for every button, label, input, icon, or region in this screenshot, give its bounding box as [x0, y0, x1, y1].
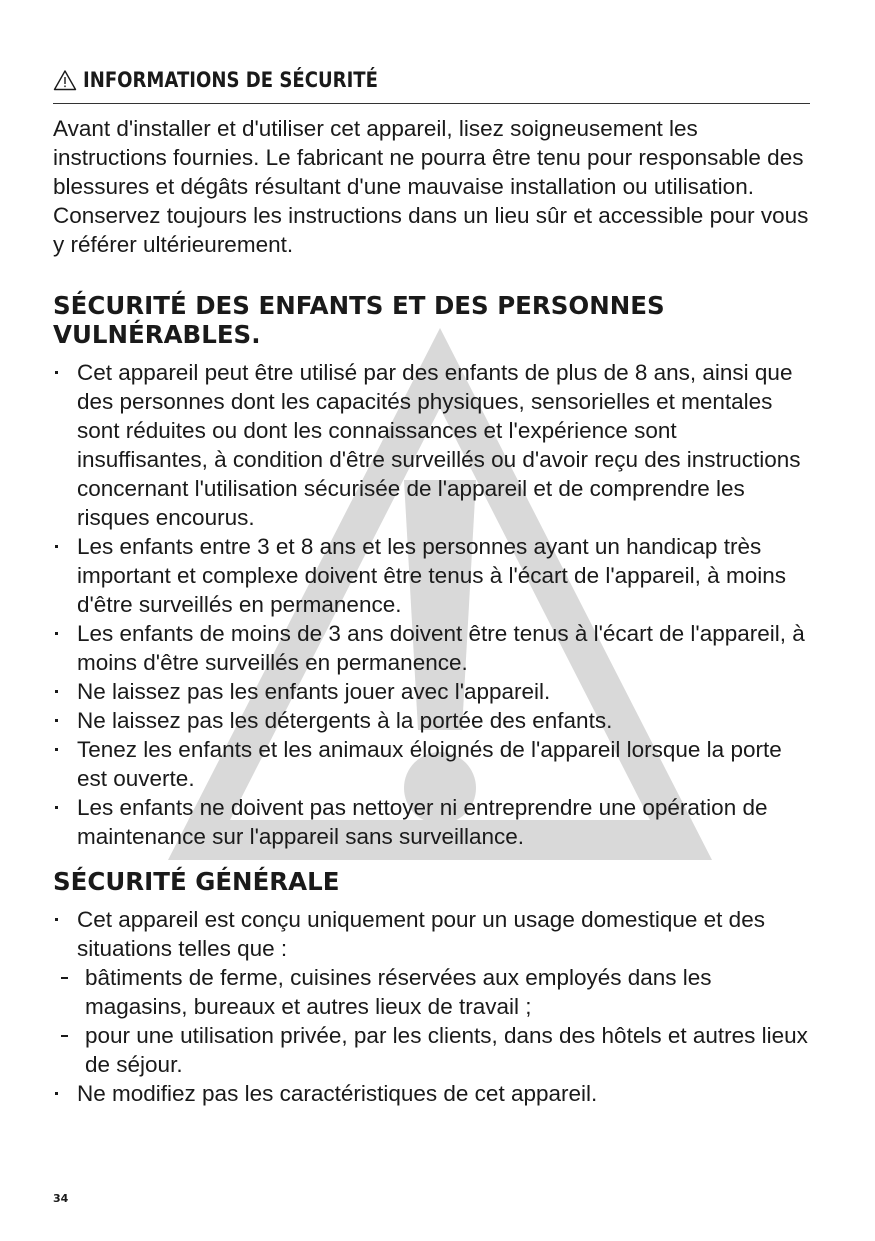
dash-icon [61, 977, 68, 979]
bullet-icon [55, 371, 58, 374]
list-item: Cet appareil peut être utilisé par des enfants de plus de 8 ans, ainsi que des personnes dont les capacités physiques, sensorielles et mentales sont réduites ou dont les connaissances et l'expérience sont insuffisantes, à condition d'être surveillés ou d'avoir reçu des instructions concernant l'utilisation sécurisée de l'appareil et de comprendre les risques encourus. [53, 358, 810, 532]
section-title-general-safety: SÉCURITÉ GÉNÉRALE [53, 867, 340, 896]
page-content [53, 62, 810, 1108]
list-item: Cet appareil est conçu uniquement pour un usage domestique et des situations telles que : [53, 905, 810, 963]
warning-triangle-icon [53, 69, 77, 91]
sub-list-item: bâtiments de ferme, cuisines réservées aux employés dans les magasins, bureaux et autres lieux de travail ; [53, 963, 810, 1021]
general-safety-list-continued [53, 1079, 810, 1108]
page-number: 34 [53, 1192, 69, 1205]
usage-situations-list [53, 963, 810, 1079]
general-safety-list [53, 905, 810, 963]
list-item: Tenez les enfants et les animaux éloignés de l'appareil lorsque la porte est ouverte. [53, 735, 810, 793]
safety-header [53, 62, 810, 104]
bullet-icon [55, 748, 58, 751]
sub-list-item: pour une utilisation privée, par les clients, dans des hôtels et autres lieux de séjour. [53, 1021, 810, 1079]
page-title: INFORMATIONS DE SÉCURITÉ [83, 68, 378, 92]
list-item: Les enfants entre 3 et 8 ans et les personnes ayant un handicap très important et complexe doivent être tenus à l'écart de l'appareil, à moins d'être surveillés en permanence. [53, 532, 810, 619]
intro-paragraph: Avant d'installer et d'utiliser cet appareil, lisez soigneusement les instructions fournies. Le fabricant ne pourra être tenu pour responsable des blessures et dégâts résultant d'une mauvaise installation ou utilisation. Conservez toujours les instructions dans un lieu sûr et accessible pour vous y référer ultérieurement. [53, 116, 809, 257]
bullet-icon [55, 632, 58, 635]
bullet-icon [55, 806, 58, 809]
dash-icon [61, 1035, 68, 1037]
list-item: Ne modifiez pas les caractéristiques de cet appareil. [53, 1079, 810, 1108]
bullet-icon [55, 690, 58, 693]
list-item: Les enfants de moins de 3 ans doivent être tenus à l'écart de l'appareil, à moins d'être surveillés en permanence. [53, 619, 810, 677]
children-safety-list [53, 358, 810, 851]
bullet-icon [55, 545, 58, 548]
section-title-children-safety: SÉCURITÉ DES ENFANTS ET DES PERSONNES VULNÉRABLES. [53, 291, 665, 349]
list-item: Ne laissez pas les enfants jouer avec l'appareil. [53, 677, 810, 706]
bullet-icon [55, 719, 58, 722]
bullet-icon [55, 1092, 58, 1095]
list-item: Ne laissez pas les détergents à la portée des enfants. [53, 706, 810, 735]
bullet-icon [55, 918, 58, 921]
list-item: Les enfants ne doivent pas nettoyer ni entreprendre une opération de maintenance sur l'appareil sans surveillance. [53, 793, 810, 851]
